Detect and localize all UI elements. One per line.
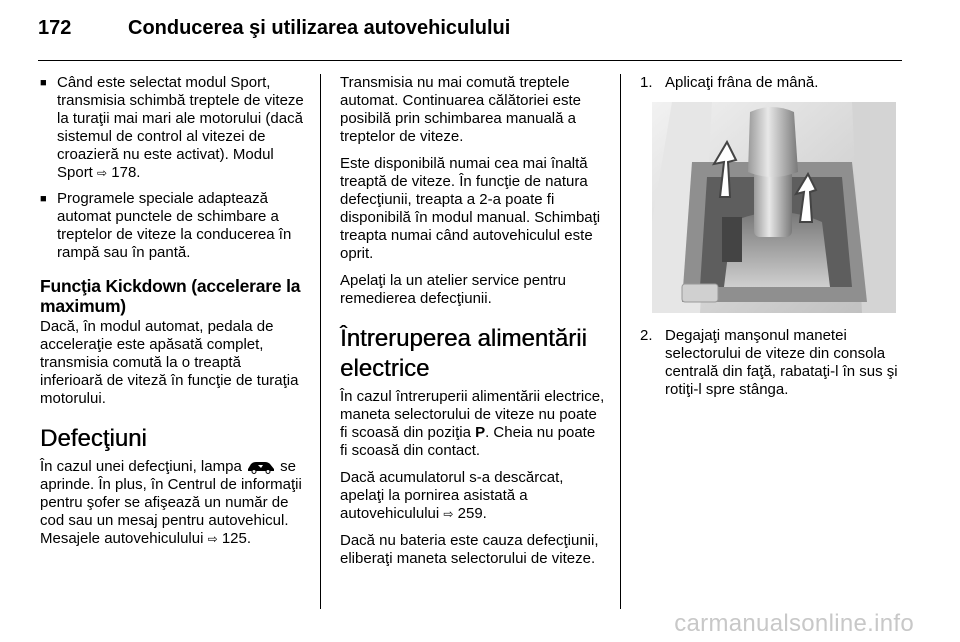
- paragraph-5-ref[interactable]: 259.: [457, 505, 487, 522]
- gear-selector-illustration: [652, 102, 896, 313]
- paragraph-4-text-b: . Cheia nu poate fi scoasă din contact.: [340, 424, 596, 459]
- faults-text-a: În cazul unei defecţiuni, lampa: [40, 458, 242, 475]
- paragraph-4-text-a: În cazul întreruperii alimentării electrice, maneta selectorului de viteze nu poate fi scoasă din poziţia: [340, 388, 605, 441]
- page-reference-icon: ⇨: [443, 507, 454, 521]
- list-item: [40, 190, 306, 262]
- bullet-1-text: Când este selectat modul Sport, transmisia schimbă treptele de viteze la turaţii mai mari ale motorului (dacă sistemul de control al vitezei de croazieră nu este activat). Modul Sport: [57, 74, 304, 181]
- power-interruption-heading: Întreruperea alimentării electrice: [340, 325, 587, 382]
- step-1: [640, 74, 902, 92]
- faults-text-b: se aprinde. În plus, în Centrul de informaţii pentru şofer se afişează un număr de cod sau un mesaj pentru autovehicul. Mesajele autovehiculului: [40, 458, 302, 547]
- page-reference-icon: ⇨: [97, 166, 108, 180]
- column-divider-1: [320, 74, 321, 609]
- bullet-1-ref[interactable]: 178.: [111, 164, 141, 181]
- bullet-2-text: Programele speciale adaptează automat punctele de schimbare a treptelor de viteze la conducerea în rampă sau în pantă.: [57, 190, 292, 261]
- bullet-icon: ■: [40, 77, 47, 89]
- paragraph-5: [340, 469, 606, 523]
- step-2: [640, 327, 902, 399]
- paragraph-6: Dacă nu bateria este cauza defecţiunii, eliberaţi maneta selectorului de viteze.: [340, 532, 599, 567]
- paragraph-1: Transmisia nu mai comută treptele automat. Continuarea călătoriei este posibilă prin schimbarea manuală a treptelor de viteze.: [340, 74, 581, 145]
- column-1: [40, 74, 306, 557]
- paragraph-3: Apelaţi la un atelier service pentru remedierea defecţiunii.: [340, 272, 566, 307]
- paragraph-4: [340, 388, 606, 460]
- gear-selector-photo: [652, 102, 896, 313]
- faults-paragraph: [40, 458, 306, 548]
- column-2: [340, 74, 606, 577]
- page-reference-icon: ⇨: [207, 532, 218, 546]
- list-item: [40, 74, 306, 182]
- step-2-text: Degajaţi manşonul manetei selectorului de viteze din consola centrală din faţă, rabataţi-l în sus şi rotiţi-l spre stânga.: [665, 327, 898, 398]
- step-1-number: 1.: [640, 74, 653, 91]
- step-2-number: 2.: [640, 327, 653, 344]
- faults-heading: Defecţiuni: [40, 425, 147, 452]
- paragraph-5-text: Dacă acumulatorul s-a descărcat, apelaţi la pornirea asistată a autovehiculului: [340, 469, 564, 522]
- header-rule: [38, 60, 902, 61]
- page-title: Conducerea şi utilizarea autovehiculului: [128, 16, 511, 39]
- kickdown-text: Dacă, în modul automat, pedala de acceleraţie este apăsată complet, transmisia comută la o treaptă inferioară de viteză în funcţie de turaţia motorului.: [40, 318, 299, 407]
- paragraph-2: Este disponibilă numai cea mai înaltă treaptă de viteze. În funcţie de natura defecţiunii, treapta a 2-a poate fi disponibilă în modul manual. Schimbaţi treapta numai când autovehiculul este oprit.: [340, 155, 601, 262]
- column-divider-2: [620, 74, 621, 609]
- column-3: [640, 74, 902, 407]
- watermark: carmanualsonline.info: [674, 610, 914, 637]
- step-1-text: Aplicaţi frâna de mână.: [665, 74, 819, 91]
- kickdown-heading: Funcţia Kickdown (accelerare la maximum): [40, 276, 301, 316]
- bullet-icon: ■: [40, 193, 47, 205]
- faults-ref[interactable]: 125.: [221, 530, 252, 547]
- position-p-label: P: [475, 424, 486, 441]
- page-number: 172: [38, 16, 72, 39]
- car-wrench-warning-icon: [246, 460, 276, 474]
- page-header: [38, 10, 510, 46]
